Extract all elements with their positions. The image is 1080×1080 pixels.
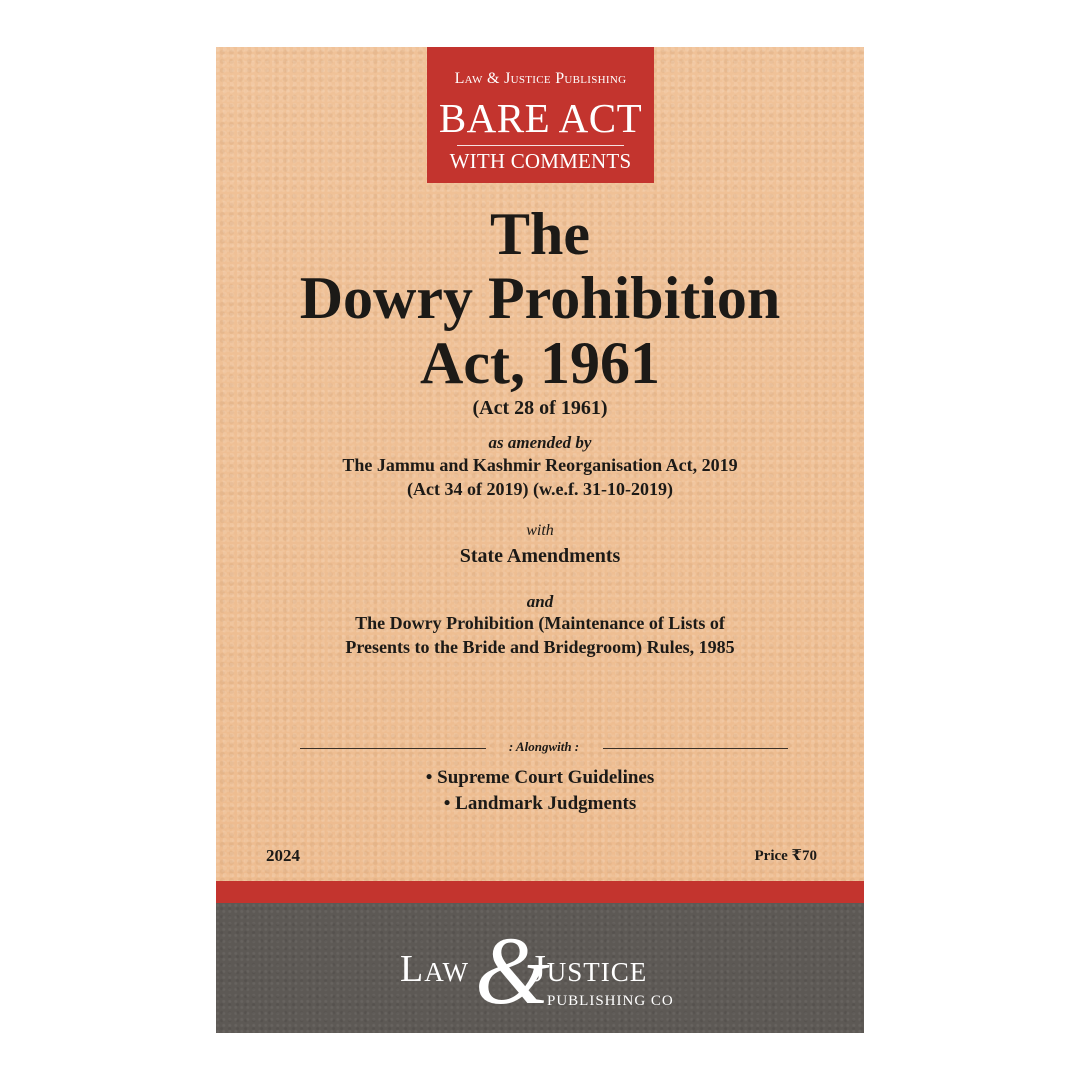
logo-ampersand: &	[475, 917, 550, 1024]
badge-subtitle: WITH COMMENTS	[449, 149, 632, 173]
alongwith-divider	[300, 739, 788, 757]
price-label: Price ₹70	[754, 848, 817, 864]
state-amendments: State Amendments	[459, 545, 621, 567]
logo-law: Law	[400, 948, 470, 990]
badge-publisher: Law & Justice Publishing	[454, 70, 627, 87]
with-intro: with	[526, 522, 554, 539]
edition-year: 2024	[266, 846, 300, 865]
badge-divider	[457, 145, 624, 146]
act-number: (Act 28 of 1961)	[472, 397, 608, 419]
title-line-3: Act, 1961	[420, 330, 660, 396]
bare-act-badge	[427, 47, 654, 183]
amendment-act-line-1: The Jammu and Kashmir Reorganisation Act, 2019	[342, 455, 738, 475]
list-item: • Supreme Court Guidelines	[425, 767, 655, 788]
logo-publishing-co: PUBLISHING CO	[547, 993, 674, 1009]
badge-series: BARE ACT	[438, 95, 643, 141]
amendment-act-line-2: (Act 34 of 2019) (w.e.f. 31-10-2019)	[407, 479, 673, 499]
title-line-1: The	[489, 201, 591, 267]
rules-line-1: The Dowry Prohibition (Maintenance of Lists of	[355, 613, 725, 633]
list-item: • Landmark Judgments	[443, 793, 637, 814]
and-intro: and	[526, 592, 554, 611]
publisher-footer	[216, 903, 864, 1033]
logo-justice: Justice	[531, 948, 648, 990]
rules-line-2: Presents to the Bride and Bridegroom) Rules, 1985	[345, 637, 735, 657]
amended-by-intro: as amended by	[488, 433, 592, 452]
publisher-logo	[395, 917, 695, 1024]
book-cover	[216, 47, 864, 1033]
red-stripe	[216, 881, 864, 903]
divider-line-right	[603, 748, 788, 749]
alongwith-label: : Alongwith :	[508, 739, 580, 754]
title-line-2: Dowry Prohibition	[299, 265, 781, 331]
